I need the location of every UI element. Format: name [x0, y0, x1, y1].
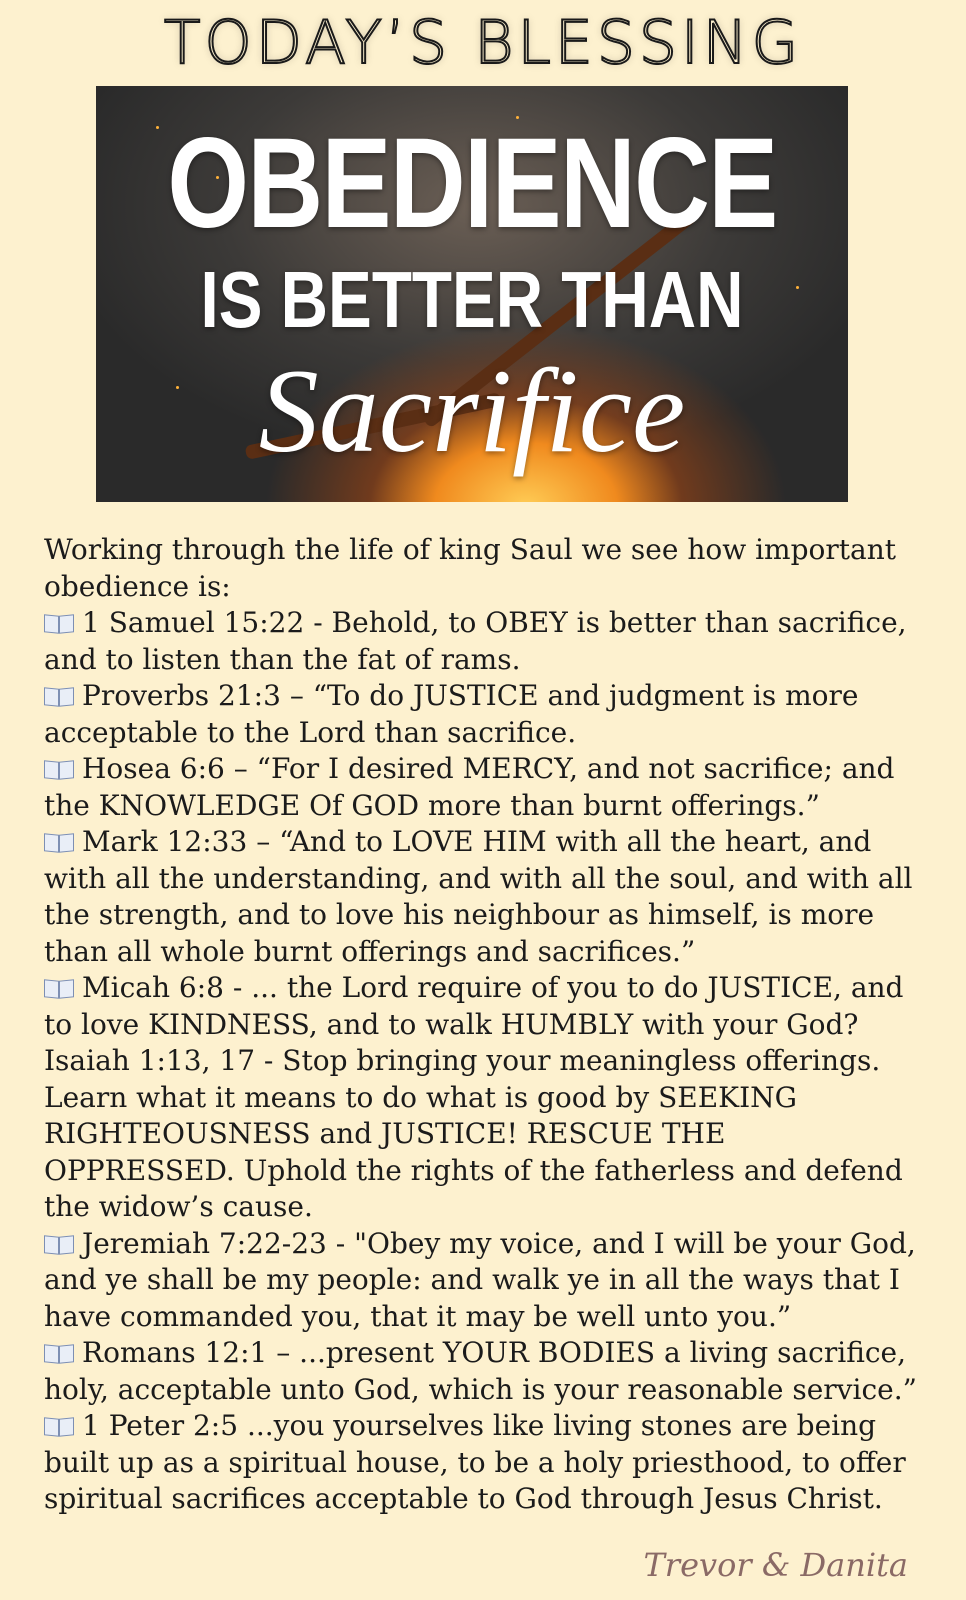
verse-item — [44, 1226, 924, 1336]
hero-image — [96, 86, 848, 502]
book-icon — [44, 688, 74, 706]
hero-subheadline: IS BETTER THAN — [200, 255, 744, 344]
spark — [156, 126, 159, 129]
verse-item — [44, 970, 924, 1043]
book-icon — [44, 615, 74, 633]
book-icon — [44, 1345, 74, 1363]
verse-item — [44, 824, 924, 970]
book-icon — [44, 761, 74, 779]
verse-text: Romans 12:1 – ...present YOUR BODIES a living sacrifice, holy, acceptable unto God, which is your reasonable service.” — [44, 1336, 917, 1406]
verse-text: Mark 12:33 – “And to LOVE HIM with all the heart, and with all the understanding, and with all the soul, and with all the strength, and to love his neighbour as himself, is more than all whole burnt offerings and sacrifices.” — [44, 825, 913, 968]
verse-item — [44, 1335, 924, 1408]
verse-item — [44, 751, 924, 824]
verse-list — [44, 532, 924, 1518]
hero-headline: OBEDIENCE — [167, 112, 777, 255]
verse-item — [44, 1408, 924, 1518]
verse-item — [44, 1043, 924, 1226]
book-icon — [44, 980, 74, 998]
page-title: TODAY’S BLESSING — [163, 8, 803, 78]
book-icon — [44, 1418, 74, 1436]
verse-text: Micah 6:8 - ... the Lord require of you to do JUSTICE, and to love KINDNESS, and to walk HUMBLY with your God? — [44, 971, 904, 1041]
book-icon — [44, 1236, 74, 1254]
verse-text: 1 Peter 2:5 ...you yourselves like living stones are being built up as a spiritual house, to be a holy priesthood, to offer spiritual sacrifices acceptable to God through Jesus Christ. — [44, 1409, 906, 1515]
verse-text: 1 Samuel 15:22 - Behold, to OBEY is better than sacrifice, and to listen than the fat of rams. — [44, 606, 907, 676]
spark — [796, 286, 799, 289]
book-icon — [44, 834, 74, 852]
verse-item — [44, 678, 924, 751]
verse-text: Proverbs 21:3 – “To do JUSTICE and judgment is more acceptable to the Lord than sacrifice. — [44, 679, 859, 749]
verse-item — [44, 605, 924, 678]
verse-text: Isaiah 1:13, 17 - Stop bringing your meaningless offerings. Learn what it means to do what is good by SEEKING RIGHTEOUSNESS and JUSTICE! RESCUE THE OPPRESSED. Uphold the rights of the fatherless and defend the widow’s cause. — [44, 1044, 903, 1223]
verse-text: Jeremiah 7:22-23 - "Obey my voice, and I will be your God, and ye shall be my people: and walk ye in all the ways that I have commanded you, that it may be well unto you.” — [44, 1226, 916, 1333]
verse-text: Working through the life of king Saul we see how important obedience is: — [44, 533, 896, 603]
verse-text: Hosea 6:6 – “For I desired MERCY, and not sacrifice; and the KNOWLEDGE Of GOD more than burnt offerings.” — [44, 752, 895, 822]
signature: Trevor & Danita — [643, 1546, 908, 1584]
hero-script-word: Sacrifice — [258, 344, 686, 477]
intro-paragraph — [44, 532, 924, 605]
